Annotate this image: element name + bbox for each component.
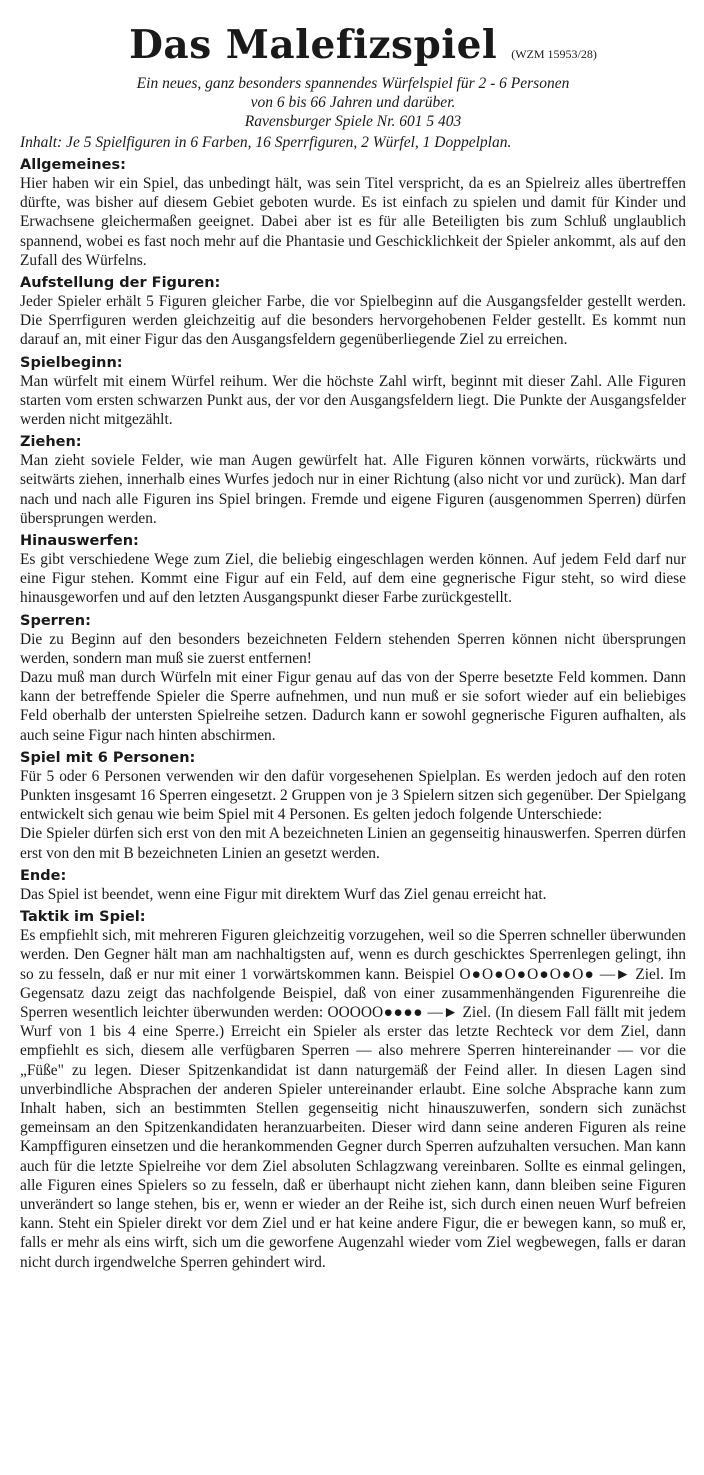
section-heading: Spiel mit 6 Personen:: [20, 749, 196, 766]
registration-number: (WZM 15953/28): [511, 47, 597, 61]
section-paragraph: Dazu muß man durch Würfeln mit einer Figur genau auf das von der Sperre besetzte Feld kommen. Dann kann der betreffende Spieler die Sperre aufnehmen, und nun muß er sie sofort wieder auf ein beliebiges Feld oberhalb der untersten Spielreihe setzen. Dadurch kann er sowohl gegnerische Figuren aufhalten, als auch seine Figur nach hinten abschirmen.: [20, 669, 686, 744]
intro: [20, 74, 686, 131]
section-paragraph: Jeder Spieler erhält 5 Figuren gleicher Farbe, die vor Spielbeginn auf die Ausgangsfelder gestellt werden. Die Sperrfiguren werden gleichzeitig auf die besonders hervorgehobenen Felder gestellt. Es kommt nun darauf an, mit einer Figur das den Ausgangsfeldern gegenüberliegende Ziel zu erreichen.: [20, 293, 686, 349]
section-ziehen: [20, 434, 686, 528]
page-title: Das Malefizspiel: [129, 22, 498, 68]
section-heading: Sperren:: [20, 612, 91, 629]
section-paragraph: Es empfiehlt sich, mit mehreren Figuren gleichzeitig vorzugehen, weil so die Sperren schneller überwunden werden. Den Gegner hält man am nachhaltigsten auf, wenn es durch geschicktes Sperrenlegen gelingt, ihn so zu fesseln, daß er nur mit einer 1 vorwärtskommen kann. Beispiel O●O●O●O●O●O● —► Ziel. Im Gegensatz dazu zeigt das nachfolgende Beispiel, daß von einer zusammenhängenden Figurenreihe die Sperren wesentlich leichter überwunden werden: OOOOO●●●● —► Ziel. (In diesem Fall fällt mit jedem Wurf von 1 bis 4 eine Sperre.) Erreicht ein Spieler als erster das letzte Rechteck vor dem Ziel, dann empfiehlt es sich, diesem alle verfügbaren Sperren — also mehrere Sperren hintereinander — vor die „Füße" zu legen. Dieser Spitzenkandidat ist dann naturgemäß der Feind aller. In diesen Lagen sind unverbindliche Absprachen der anderen Spieler untereinander erlaubt. Eine solche Absprache kann zum Inhalt haben, sich an bestimmten Stellen gegenseitig nicht hinauszuwerfen, sondern sich zunächst gemeinsam an den Spitzenkandidaten heranzuarbeiten. Dieser wird dann seine anderen Figuren als reine Kampffiguren einsetzen und die herankommenden Gegner durch Sperren aufzuhalten versuchen. Man kann auch für die letzte Spielreihe vor dem Ziel absoluten Schlagzwang vereinbaren. Sollte es einmal gelingen, alle Figuren eines Spielers so zu fesseln, daß er überhaupt nicht ziehen kann, dann bleiben seine Figuren unverändert so lange stehen, bis er, wenn er wieder an der Reihe ist, sich durch einen neuen Wurf befreien kann. Steht ein Spieler direkt vor dem Ziel und er hat keine andere Figur, die er bewegen kann, so muß er, falls er mehr als eins wirft, sich um die geworfene Augenzahl wieder vom Ziel wegbewegen, falls er daran nicht durch irgendwelche Sperren gehindert wird.: [20, 927, 686, 1271]
intro-line: Ravensburger Spiele Nr. 601 5 403: [244, 113, 462, 130]
title-row: [40, 22, 686, 68]
section-paragraph: Die zu Beginn auf den besonders bezeichneten Feldern stehenden Sperren können nicht übersprungen werden, sondern man muß sie zuerst entfernen!: [20, 630, 686, 667]
section-paragraph: Das Spiel ist beendet, wenn eine Figur mit direktem Wurf das Ziel genau erreicht hat.: [20, 885, 547, 903]
section-ende: [20, 868, 686, 904]
section-sechs-personen: [20, 750, 686, 863]
section-paragraph: Man zieht soviele Felder, wie man Augen gewürfelt hat. Alle Figuren können vorwärts, rückwärts und seitwärts ziehen, innerhalb eines Wurfes jedoch nur in einer Richtung (also nicht vor und zurück). Man darf nach und nach alle Figuren ins Spiel bringen. Fremde und eigene Figuren (ausgenommen Sperren) dürfen übersprungen werden.: [20, 452, 686, 527]
section-heading: Allgemeines:: [20, 157, 126, 173]
section-paragraph: Die Spieler dürfen sich erst von den mit A bezeichneten Linien an gegenseitig hinauswerfen. Sperren dürfen erst von den mit B bezeichneten Linien an gesetzt werden.: [20, 825, 686, 862]
section-paragraph: Man würfelt mit einem Würfel reihum. Wer die höchste Zahl wirft, beginnt mit dieser Zahl. Alle Figuren starten vom ersten schwarzen Punkt aus, der vor den Ausgangsfeldern liegt. Die Punkte der Ausgangsfelder werden nicht mitgezählt.: [20, 372, 686, 429]
section-taktik: [20, 909, 686, 1272]
section-heading: Hinauswerfen:: [20, 533, 139, 550]
section-sperren: [20, 613, 686, 745]
section-paragraph: Für 5 oder 6 Personen verwenden wir den dafür vorgesehenen Spielplan. Es werden jedoch auf den roten Punkten insgesamt 16 Sperren eingesetzt. 2 Gruppen von je 3 Spielern sitzen sich gegenüber. Der Spielgang entwickelt sich genau wie beim Spiel mit 4 Personen. Es gelten jedoch folgende Unterschiede:: [20, 767, 686, 824]
section-paragraph: Es gibt verschiedene Wege zum Ziel, die beliebig eingeschlagen werden können. Auf jedem Feld darf nur eine Figur stehen. Kommt eine Figur auf ein Feld, auf dem eine gegnerische Figur steht, so wird diese hinausgeworfen und auf den letzten Ausgangspunkt dieser Farbe zurückgestellt.: [20, 551, 686, 607]
section-heading: Ende:: [20, 867, 67, 884]
intro-line: von 6 bis 66 Jahren und darüber.: [250, 94, 456, 111]
section-heading: Spielbeginn:: [20, 354, 123, 371]
section-heading: Taktik im Spiel:: [20, 909, 146, 926]
section-allgemeines: [20, 157, 686, 270]
intro-line: Ein neues, ganz besonders spannendes Würfelspiel für 2 - 6 Personen: [136, 75, 570, 92]
section-spielbeginn: [20, 355, 686, 430]
section-paragraph: Hier haben wir ein Spiel, das unbedingt hält, was sein Titel verspricht, da es an Spielreiz alles übertreffen dürfte, was bisher auf diesem Gebiet geboten wurde. Es ist einfach zu spielen und damit für Kinder und Erwachsene gleichermaßen geeignet. Dabei aber ist es für alle Beteiligten bis zum Schluß unglaublich spannend, wobei es fast noch mehr auf die Phantasie und Geschicklichkeit der Spieler ankommt, als auf den Zufall des Würfelns.: [20, 175, 686, 269]
section-hinauswerfen: [20, 533, 686, 608]
contents-line: Inhalt: Je 5 Spielfiguren in 6 Farben, 16 Sperrfiguren, 2 Würfel, 1 Doppelplan.: [20, 134, 512, 151]
section-heading: Ziehen:: [20, 434, 82, 451]
section-heading: Aufstellung der Figuren:: [20, 275, 221, 292]
section-aufstellung: [20, 275, 686, 350]
